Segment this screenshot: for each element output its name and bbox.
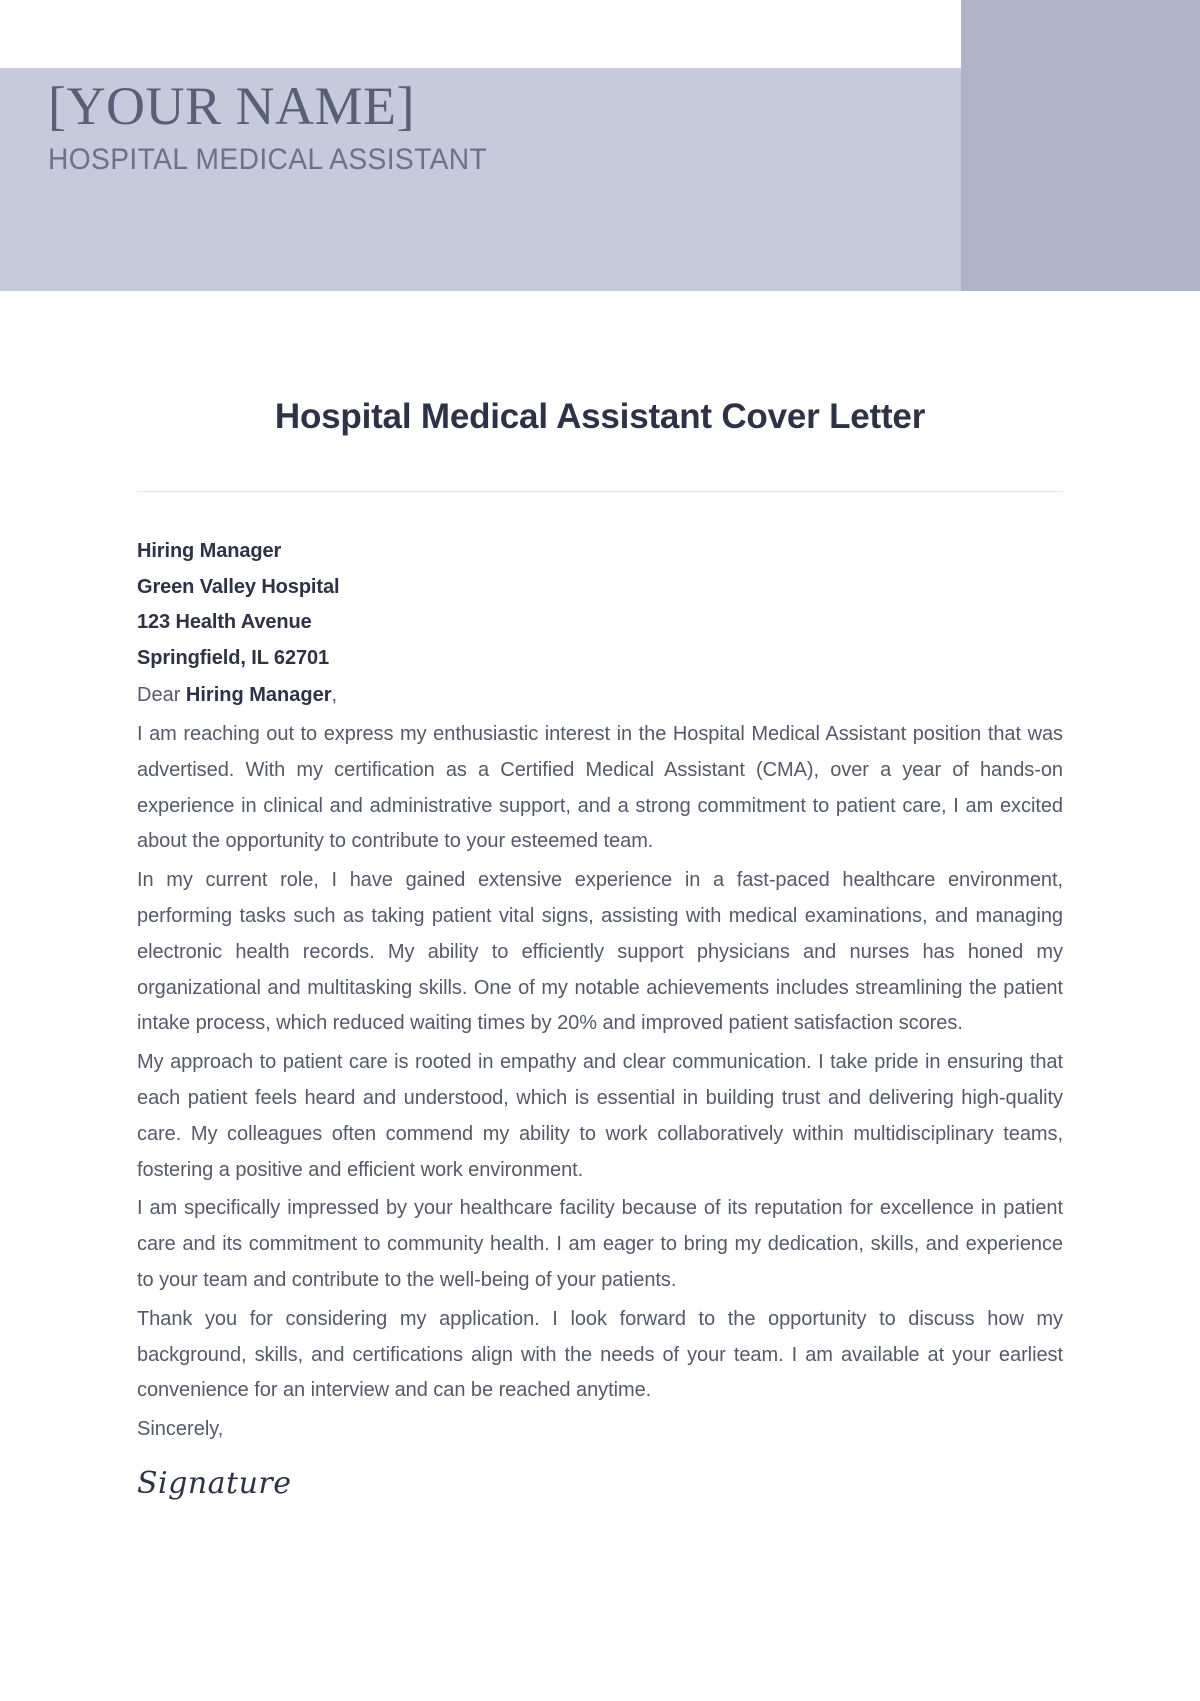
candidate-name: [YOUR NAME] <box>48 76 415 136</box>
body-paragraph-2: In my current role, I have gained extensive experience in a fast-paced healthcare environment, performing tasks such as taking patient vital signs, assisting with medical examinations, and managing electronic health records. My ability to efficiently support physicians and nurses has honed my organizational and multitasking skills. One of my notable achievements includes streamlining the patient intake process, which reduced waiting times by 20% and improved patient satisfaction scores. <box>137 869 1063 1035</box>
salutation-line <box>137 678 1063 714</box>
candidate-role: HOSPITAL MEDICAL ASSISTANT <box>48 142 488 176</box>
recipient-line-4: Springfield, IL 62701 <box>137 646 330 669</box>
recipient-line-1: Hiring Manager <box>137 540 282 562</box>
letter-content <box>137 492 1063 1501</box>
page-title: Hospital Medical Assistant Cover Letter <box>274 397 926 436</box>
salutation-suffix: , <box>331 684 338 707</box>
body-paragraph-1: I am reaching out to express my enthusiastic interest in the Hospital Medical Assistant position that was advertised. With my certification as a Certified Medical Assistant (CMA), over a year of hands-on experience in clinical and administrative support, and a strong commitment to patient care, I am excited about the opportunity to contribute to your esteemed team. <box>137 722 1063 853</box>
recipient-line-2: Green Valley Hospital <box>137 575 340 598</box>
body-paragraph-5: Thank you for considering my application. I look forward to the opportunity to discuss how my background, skills, and certifications align with the needs of your team. I am available at your earliest convenience for an interview and can be reached anytime. <box>137 1307 1063 1402</box>
header-accent-band-dark <box>961 0 1200 291</box>
signature-mark: Signature <box>137 1465 292 1501</box>
body-paragraph-3: My approach to patient care is rooted in empathy and clear communication. I take pride in ensuring that each patient feels heard and understood, which is essential in building trust and delivering high-quality care. My colleagues often commend my ability to work collaboratively within multidisciplinary teams, fostering a positive and efficient work environment. <box>137 1051 1063 1181</box>
letter-sheet <box>0 291 1200 1501</box>
recipient-line-3: 123 Health Avenue <box>137 611 312 634</box>
header-banner <box>0 0 1200 291</box>
closing-line: Sincerely, <box>137 1418 224 1441</box>
body-paragraph-4: I am specifically impressed by your healthcare facility because of its reputation for excellence in patient care and its commitment to community health. I am eager to bring my dedication, skills, and experience to your team and contribute to the well-being of your patients. <box>137 1197 1063 1291</box>
header-text-block <box>48 78 928 177</box>
recipient-address-block <box>137 534 1063 676</box>
salutation-prefix: Dear <box>137 684 186 707</box>
salutation-recipient-name: Hiring Manager <box>185 684 332 707</box>
